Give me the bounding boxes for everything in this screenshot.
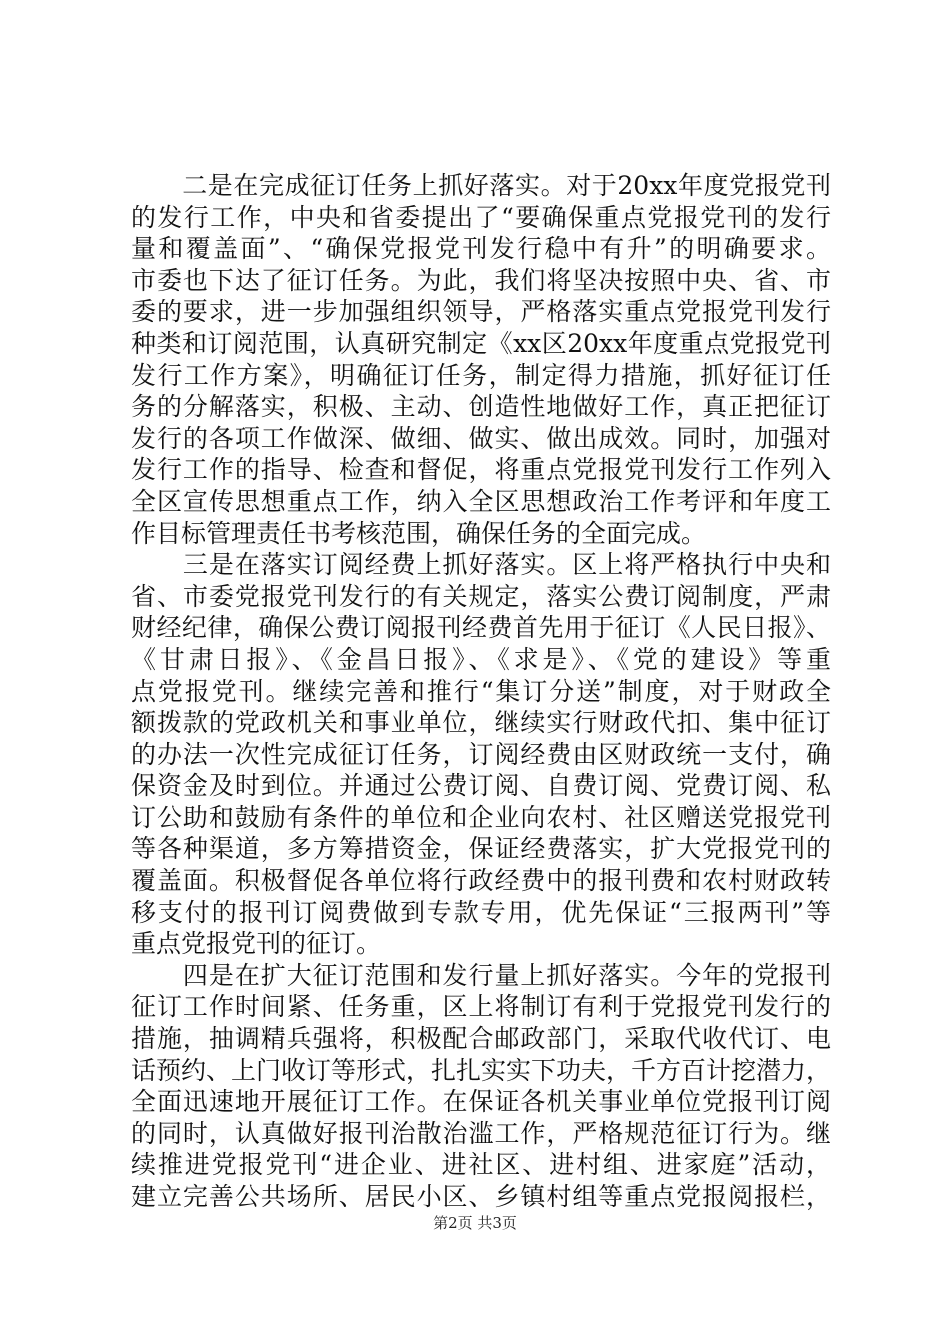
text-line: 保资金及时到位。并通过公费订阅、自费订阅、党费订阅、私 [131, 771, 831, 801]
text-line: 覆盖面。积极督促各单位将行政经费中的报刊费和农村财政转 [131, 866, 831, 896]
text-line: 全区宣传思想重点工作，纳入全区思想政治工作考评和年度工 [131, 486, 831, 516]
text-line: 四是在扩大征订范围和发行量上抓好落实。今年的党报刊 [131, 960, 831, 990]
text-line: 《甘肃日报》、《金昌日报》、《求是》、《党的建设》等重 [131, 644, 831, 674]
text-line: 市委也下达了征订任务。为此，我们将坚决按照中央、省、市 [131, 265, 831, 295]
text-line: 征订工作时间紧、任务重，区上将制订有利于党报党刊发行的 [131, 992, 831, 1022]
text-line: 话预约、上门收订等形式，扎扎实实下功夫，千方百计挖潜力， [131, 1055, 832, 1085]
page-footer [0, 1213, 950, 1233]
text-line: 点党报党刊。继续完善和推行“集订分送”制度，对于财政全 [131, 676, 831, 706]
text-line: 订公助和鼓励有条件的单位和企业向农村、社区赠送党报党刊 [131, 802, 831, 832]
text-line: 省、市委党报党刊发行的有关规定，落实公费订阅制度，严肃 [131, 581, 831, 611]
text-line: 发行工作方案》，明确征订任务，制定得力措施，抓好征订任 [131, 360, 831, 390]
text-line: 财经纪律，确保公费订阅报刊经费首先用于征订《人民日报》、 [131, 613, 831, 643]
text-line: 二是在完成征订任务上抓好落实。对于20xx年度党报党刊 [131, 171, 831, 200]
text-line: 措施，抽调精兵强将，积极配合邮政部门，采取代收代订、电 [131, 1024, 831, 1054]
text-line: 发行工作的指导、检查和督促，将重点党报党刊发行工作列入 [131, 455, 831, 485]
text-line: 务的分解落实，积极、主动、创造性地做好工作，真正把征订 [131, 392, 831, 422]
text-line: 的同时，认真做好报刊治散治滥工作，严格规范征订行为。继 [131, 1118, 831, 1148]
text-line: 委的要求，进一步加强组织领导，严格落实重点党报党刊发行 [131, 297, 831, 327]
page-number: 第2页 共3页 [433, 1214, 517, 1232]
text-line: 三是在落实订阅经费上抓好落实。区上将严格执行中央和 [131, 550, 831, 580]
text-line: 发行的各项工作做深、做细、做实、做出成效。同时，加强对 [131, 423, 831, 453]
text-line: 建立完善公共场所、居民小区、乡镇村组等重点党报阅报栏， [131, 1182, 831, 1211]
text-line: 种类和订阅范围，认真研究制定《xx区20xx年度重点党报党刊 [131, 328, 831, 358]
text-line: 等各种渠道，多方筹措资金，保证经费落实，扩大党报党刊的 [131, 834, 831, 864]
text-line: 全面迅速地开展征订工作。在保证各机关事业单位党报刊订阅 [131, 1087, 831, 1117]
text-line: 重点党报党刊的征订。 [131, 929, 382, 959]
text-line: 移支付的报刊订阅费做到专款专用，优先保证“三报两刊”等 [131, 897, 831, 927]
text-line: 额拨款的党政机关和事业单位，继续实行财政代扣、集中征订 [131, 708, 831, 738]
text-line: 的发行工作，中央和省委提出了“要确保重点党报党刊的发行 [131, 202, 831, 232]
text-line: 续推进党报党刊“进企业、进社区、进村组、进家庭”活动， [131, 1150, 831, 1180]
text-line: 的办法一次性完成征订任务，订阅经费由区财政统一支付，确 [131, 739, 831, 769]
body-text [131, 170, 831, 1213]
text-line: 作目标管理责任书考核范围，确保任务的全面完成。 [131, 518, 707, 548]
text-line: 量和覆盖面”、“确保党报党刊发行稳中有升”的明确要求。 [131, 234, 831, 264]
